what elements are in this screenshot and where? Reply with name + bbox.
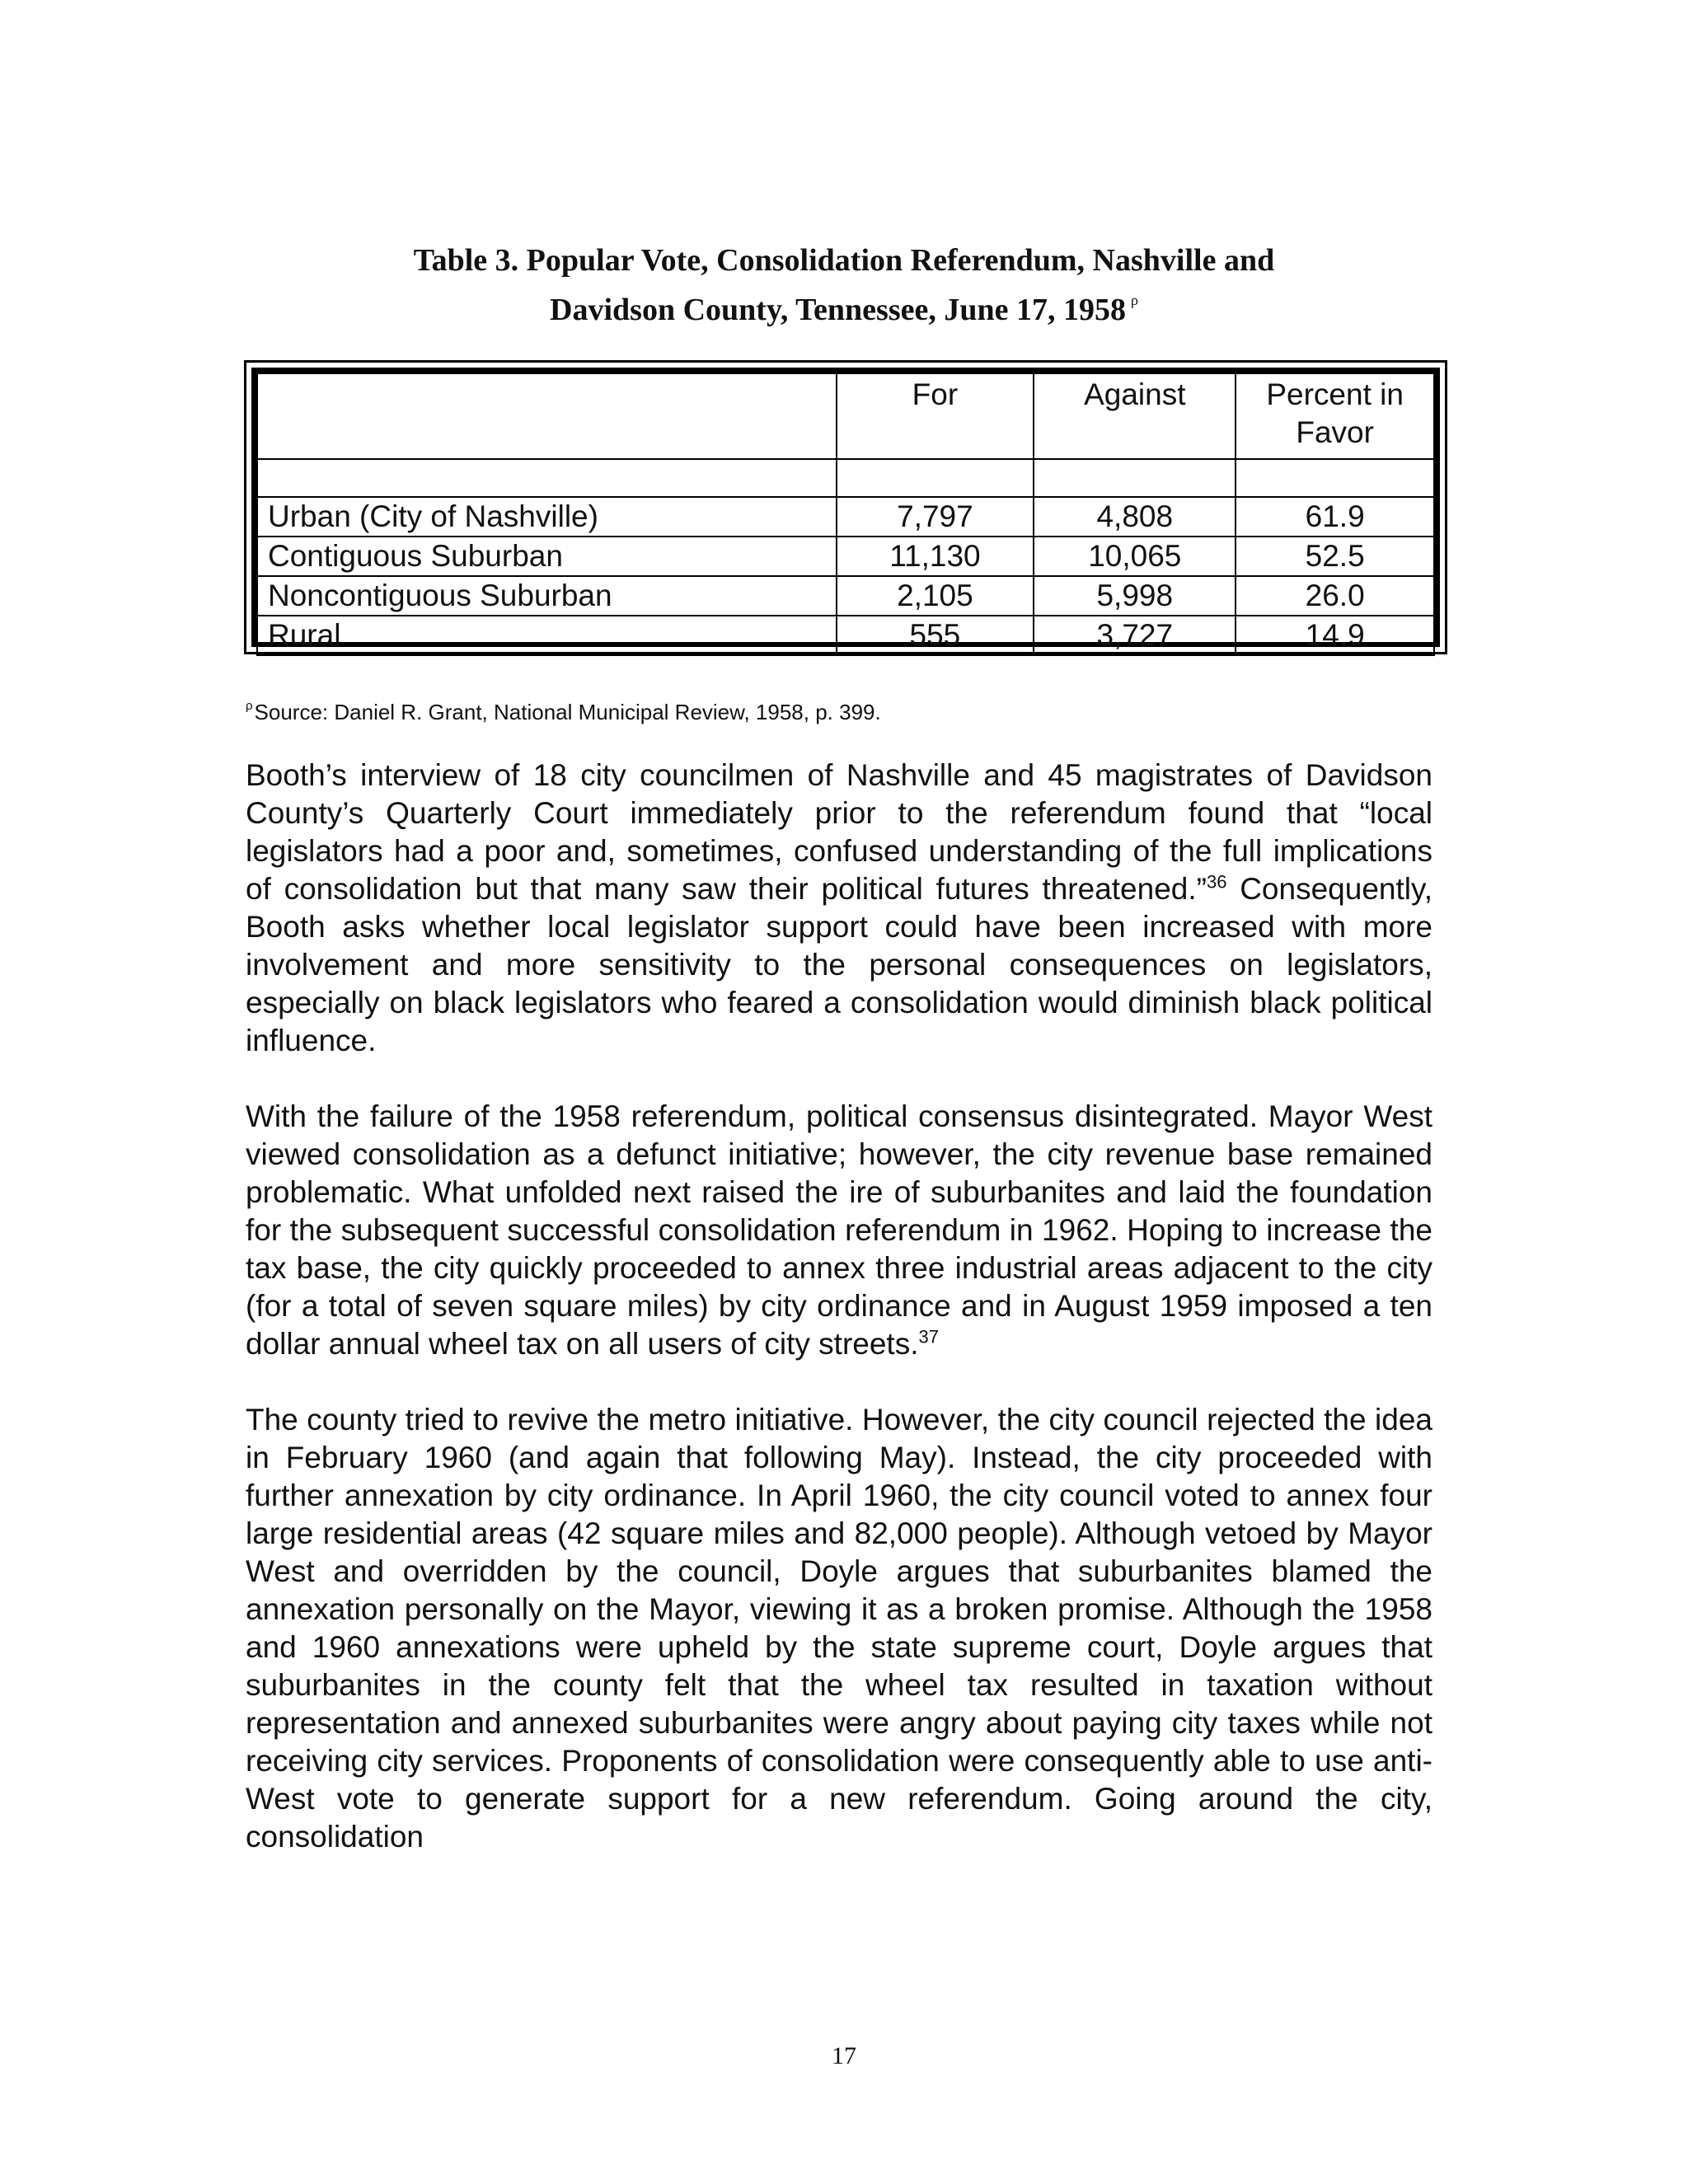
- cell-percent: 14.9: [1236, 616, 1434, 655]
- table-row: [257, 537, 1434, 576]
- body-text: [246, 757, 1432, 1894]
- spacer-cell: [837, 459, 1034, 497]
- cell-for: 2,105: [837, 576, 1034, 616]
- footnote-reference: 37: [918, 1326, 939, 1347]
- cell-percent: 61.9: [1236, 497, 1434, 537]
- row-label: Noncontiguous Suburban: [257, 576, 837, 616]
- source-text: Source: Daniel R. Grant, National Municipal Review, 1958, p. 399.: [254, 700, 881, 724]
- row-label: Urban (City of Nashville): [257, 497, 837, 537]
- column-header-against: Against: [1034, 373, 1236, 459]
- cell-percent: 26.0: [1236, 576, 1434, 616]
- column-header-blank: [257, 373, 837, 459]
- cell-against: 5,998: [1034, 576, 1236, 616]
- table-caption-line-2: [0, 280, 1688, 330]
- spacer-cell: [1236, 459, 1434, 497]
- cell-for: 7,797: [837, 497, 1034, 537]
- column-header-percent: Percent in Favor: [1236, 373, 1434, 459]
- table-row: [257, 576, 1434, 616]
- column-header-for: For: [837, 373, 1034, 459]
- cell-percent: 52.5: [1236, 537, 1434, 576]
- table-caption-line-2-text: Davidson County, Tennessee, June 17, 1958: [550, 293, 1126, 327]
- table-row: [257, 616, 1434, 655]
- table-source-note: [246, 692, 881, 726]
- row-label: Rural: [257, 616, 837, 655]
- cell-for: 11,130: [837, 537, 1034, 576]
- paragraph: [246, 1098, 1432, 1363]
- paragraph-text: The county tried to revive the metro initiative. However, the city council rejected the idea in February 1960 (and again that following May). Instead, the city proceeded with further annexation by city ordinance. In April 1960, the city council voted to annex four large residential areas (42 square miles and 82,000 people). Although vetoed by Mayor West and overridden by the council, Doyle argues that suburbanites blamed the annexation personally on the Mayor, viewing it as a broken promise. Although the 1958 and 1960 annexations were upheld by the state supreme court, Doyle argues that suburbanites in the county felt that the wheel tax resulted in taxation without representation and annexed suburbanites were angry about paying city taxes while not receiving city services. Proponents of consolidation were consequently able to use anti-West vote to generate support for a new referendum. Going around the city, consolidation: [246, 1403, 1432, 1854]
- table-row: [257, 497, 1434, 537]
- cell-for: 555: [837, 616, 1034, 655]
- cell-against: 4,808: [1034, 497, 1236, 537]
- source-footnote-mark: ρ: [246, 699, 253, 713]
- vote-table-frame: [244, 360, 1447, 654]
- paragraph-text: With the failure of the 1958 referendum, political consensus disintegrated. Mayor West viewed consolidation as a defunct initiative; however, the city revenue base remained problematic. What unfolded next raised the ire of suburbanites and laid the foundation for the subsequent successful consolidation referendum in 1962. Hoping to increase the tax base, the city quickly proceeded to annex three industrial areas adjacent to the city (for a total of seven square miles) by city ordinance and in August 1959 imposed a ten dollar annual wheel tax on all users of city streets.: [246, 1099, 1432, 1361]
- table-spacer-row: [257, 459, 1434, 497]
- spacer-cell: [1034, 459, 1236, 497]
- table-header-row: [257, 373, 1434, 459]
- paragraph: [246, 1401, 1432, 1856]
- table-caption: [0, 241, 1688, 330]
- table-caption-line-1: Table 3. Popular Vote, Consolidation Referendum, Nashville and: [413, 243, 1275, 278]
- page-number: 17: [832, 2042, 856, 2069]
- spacer-cell: [257, 459, 837, 497]
- cell-against: 10,065: [1034, 537, 1236, 576]
- paragraph-text-continued: Consequently, Booth asks whether local legislator support could have been increased with more involvement and more sensitivity to the personal consequences on legislators, especially on black legislators who feared a consolidation would diminish black political influence.: [246, 872, 1433, 1057]
- paragraph-text: Booth’s interview of 18 city councilmen of Nashville and 45 magistrates of Davidson County’s Quarterly Court immediately prior to the referendum found that “local legislators had a poor and, sometimes, confused understanding of the full implications of consolidation but that many saw their political futures threatened.”: [246, 758, 1432, 906]
- paragraph: [246, 757, 1432, 1060]
- vote-table-border: [251, 368, 1440, 652]
- vote-table: [256, 373, 1435, 656]
- cell-against: 3,727: [1034, 616, 1236, 655]
- footnote-reference: 36: [1206, 871, 1227, 893]
- caption-footnote-mark: ρ: [1130, 292, 1138, 308]
- row-label: Contiguous Suburban: [257, 537, 837, 576]
